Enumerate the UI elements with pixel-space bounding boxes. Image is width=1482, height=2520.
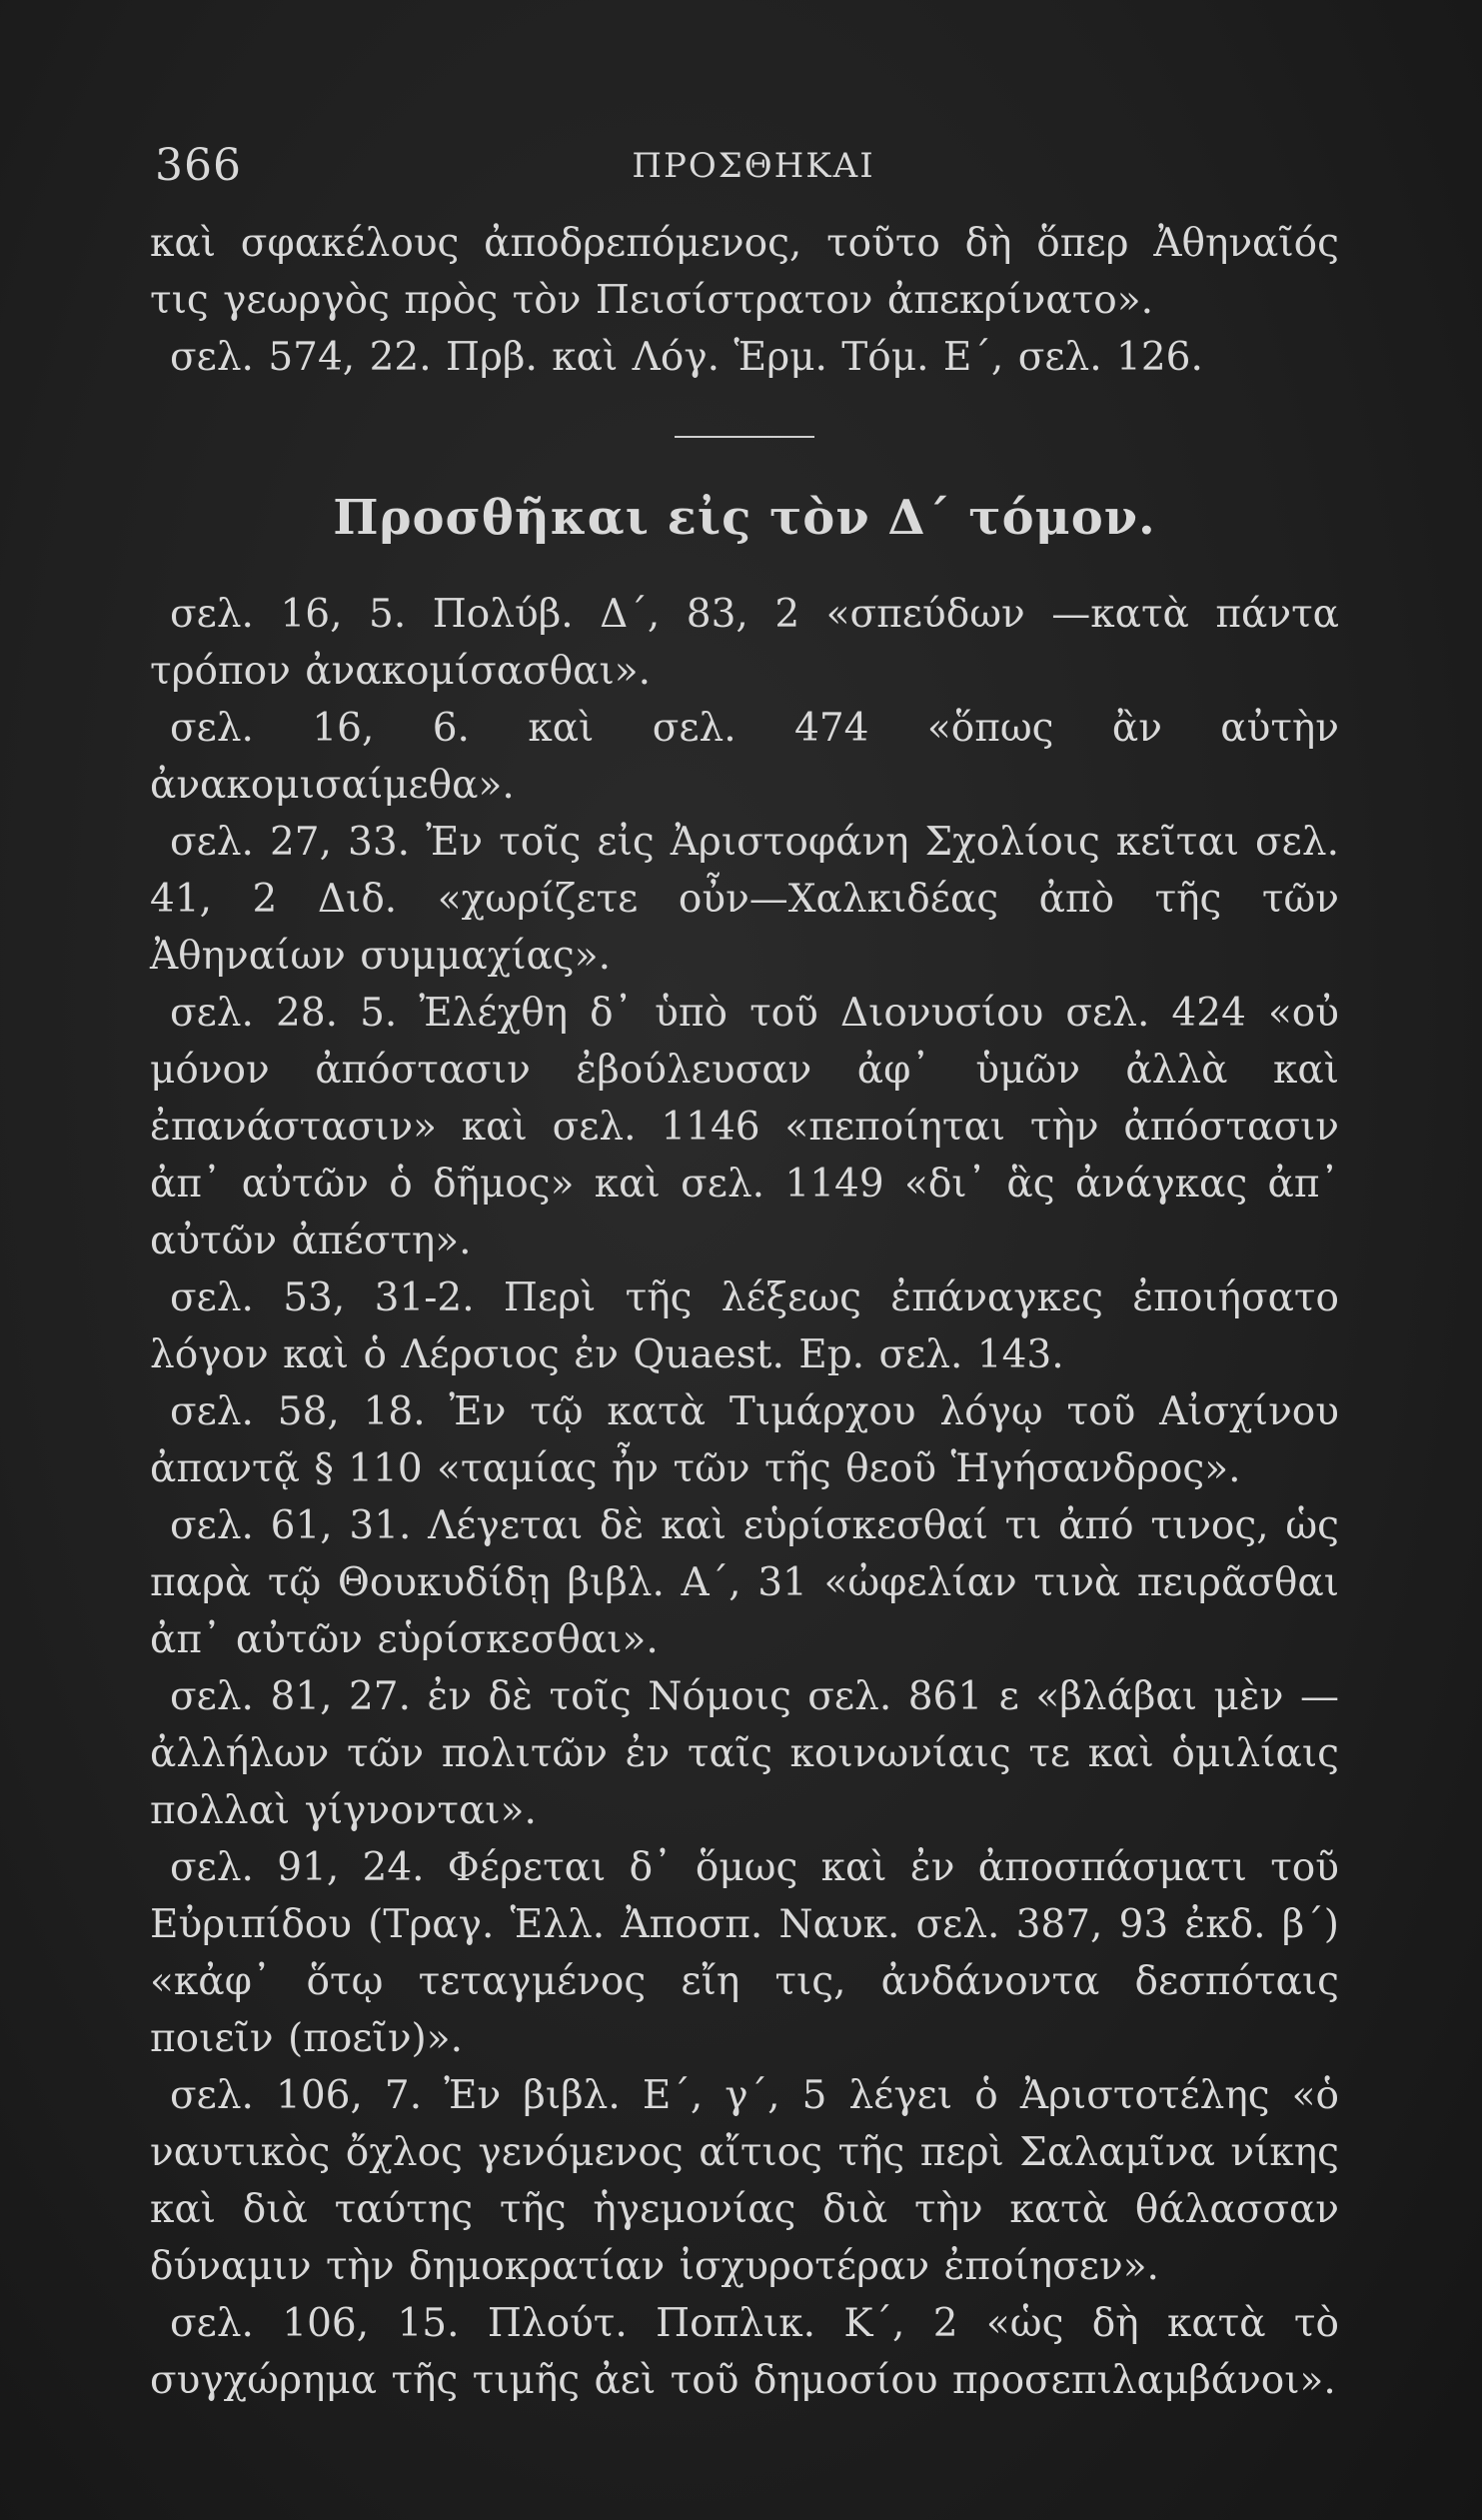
- addendum-entry: σελ. 106, 15. Πλούτ. Ποπλικ. Κ΄, 2 «ὡς δὴ κατὰ τὸ συγχώρημα τῆς τιμῆς ἀεὶ τοῦ δημοσίου προσεπιλαμβάνοι».: [150, 2301, 1339, 2403]
- section-divider: [675, 436, 814, 438]
- addendum-entry: σελ. 91, 24. Φέρεται δ᾽ ὅμως καὶ ἐν ἀποσπάσματι τοῦ Εὐριπίδου (Τραγ. Ἑλλ. Ἀποσπ. Ναυκ. σελ. 387, 93 ἐκδ. β΄) «κἀφ᾽ ὅτῳ τεταγμένος εἴη τις, ἀνδάνοντα δεσπόταις ποιεῖν (ποεῖν)».: [150, 1845, 1339, 2061]
- addendum-entry: σελ. 28. 5. Ἐλέχθη δ᾽ ὑπὸ τοῦ Διονυσίου σελ. 424 «οὐ μόνον ἀπόστασιν ἐβούλευσαν ἀφ᾽ ὑμῶν ἀλλὰ καὶ ἐπανάστασιν» καὶ σελ. 1146 «πεποίηται τὴν ἀπόστασιν ἀπ᾽ αὐτῶν ὁ δῆμος» καὶ σελ. 1149 «δι᾽ ἃς ἀνάγκας ἀπ᾽ αὐτῶν ἀπέστη».: [150, 991, 1339, 1263]
- addendum-entry: σελ. 27, 33. Ἐν τοῖς εἰς Ἀριστοφάνη Σχολίοις κεῖται σελ. 41, 2 Διδ. «χωρίζετε οὖν—Χαλκιδέας ἀπὸ τῆς τῶν Ἀθηναίων συμμαχίας».: [150, 820, 1339, 979]
- section-title: Προσθῆκαι εἰς τὸν Δ΄ τόμον.: [333, 490, 1156, 546]
- addendum-entry: σελ. 106, 7. Ἐν βιβλ. Ε΄, γ΄, 5 λέγει ὁ Ἀριστοτέλης «ὁ ναυτικὸς ὄχλος γενόμενος αἴτιος τῆς περὶ Σαλαμῖνα νίκης καὶ διὰ ταύτης τῆς ἡγεμονίας διὰ τὴν κατὰ θάλασσαν δύναμιν τὴν δημοκρατίαν ἰσχυροτέραν ἐποίησεν».: [150, 2073, 1339, 2289]
- addendum-entry: σελ. 53, 31-2. Περὶ τῆς λέξεως ἐπάναγκες ἐποιήσατο λόγον καὶ ὁ Λέρσιος ἐν Quaest. Ep. σελ. 143.: [150, 1275, 1339, 1377]
- addendum-entry: σελ. 16, 6. καὶ σελ. 474 «ὅπως ἂν αὐτὴν ἀνακομισαίμεθα».: [150, 706, 1339, 808]
- page-body: [150, 215, 1339, 2409]
- intro-reference: σελ. 574, 22. Πρβ. καὶ Λόγ. Ἑρμ. Τόμ. Ε΄, σελ. 126.: [170, 335, 1203, 380]
- intro-paragraph: καὶ σφακέλους ἀποδρεπόμενος, τοῦτο δὴ ὅπερ Ἀθηναῖός τις γεωργὸς πρὸς τὸν Πεισίστρατον ἀπεκρίνατο».: [150, 221, 1339, 323]
- running-head: ΠΡΟΣΘΗΚΑΙ: [632, 146, 875, 186]
- page-header: [155, 140, 1352, 200]
- page-number: 366: [155, 140, 242, 191]
- addenda-list: [150, 586, 1339, 2409]
- addendum-entry: σελ. 16, 5. Πολύβ. Δ΄, 83, 2 «σπεύδων —κατὰ πάντα τρόπον ἀνακομίσασθαι».: [150, 592, 1339, 694]
- addendum-entry: σελ. 81, 27. ἐν δὲ τοῖς Νόμοις σελ. 861 ε «βλάβαι μὲν — ἀλλήλων τῶν πολιτῶν ἐν ταῖς κοινωνίαις τε καὶ ὁμιλίαις πολλαὶ γίγνονται».: [150, 1674, 1339, 1833]
- addendum-entry: σελ. 58, 18. Ἐν τῷ κατὰ Τιμάρχου λόγῳ τοῦ Αἰσχίνου ἀπαντᾷ § 110 «ταμίας ἦν τῶν τῆς θεοῦ Ἡγήσανδρος».: [150, 1389, 1339, 1491]
- addendum-entry: σελ. 61, 31. Λέγεται δὲ καὶ εὑρίσκεσθαί τι ἀπό τινος, ὡς παρὰ τῷ Θουκυδίδῃ βιβλ. Α΄, 31 «ὠφελίαν τινὰ πειρᾶσθαι ἀπ᾽ αὐτῶν εὑρίσκεσθαι».: [150, 1503, 1339, 1662]
